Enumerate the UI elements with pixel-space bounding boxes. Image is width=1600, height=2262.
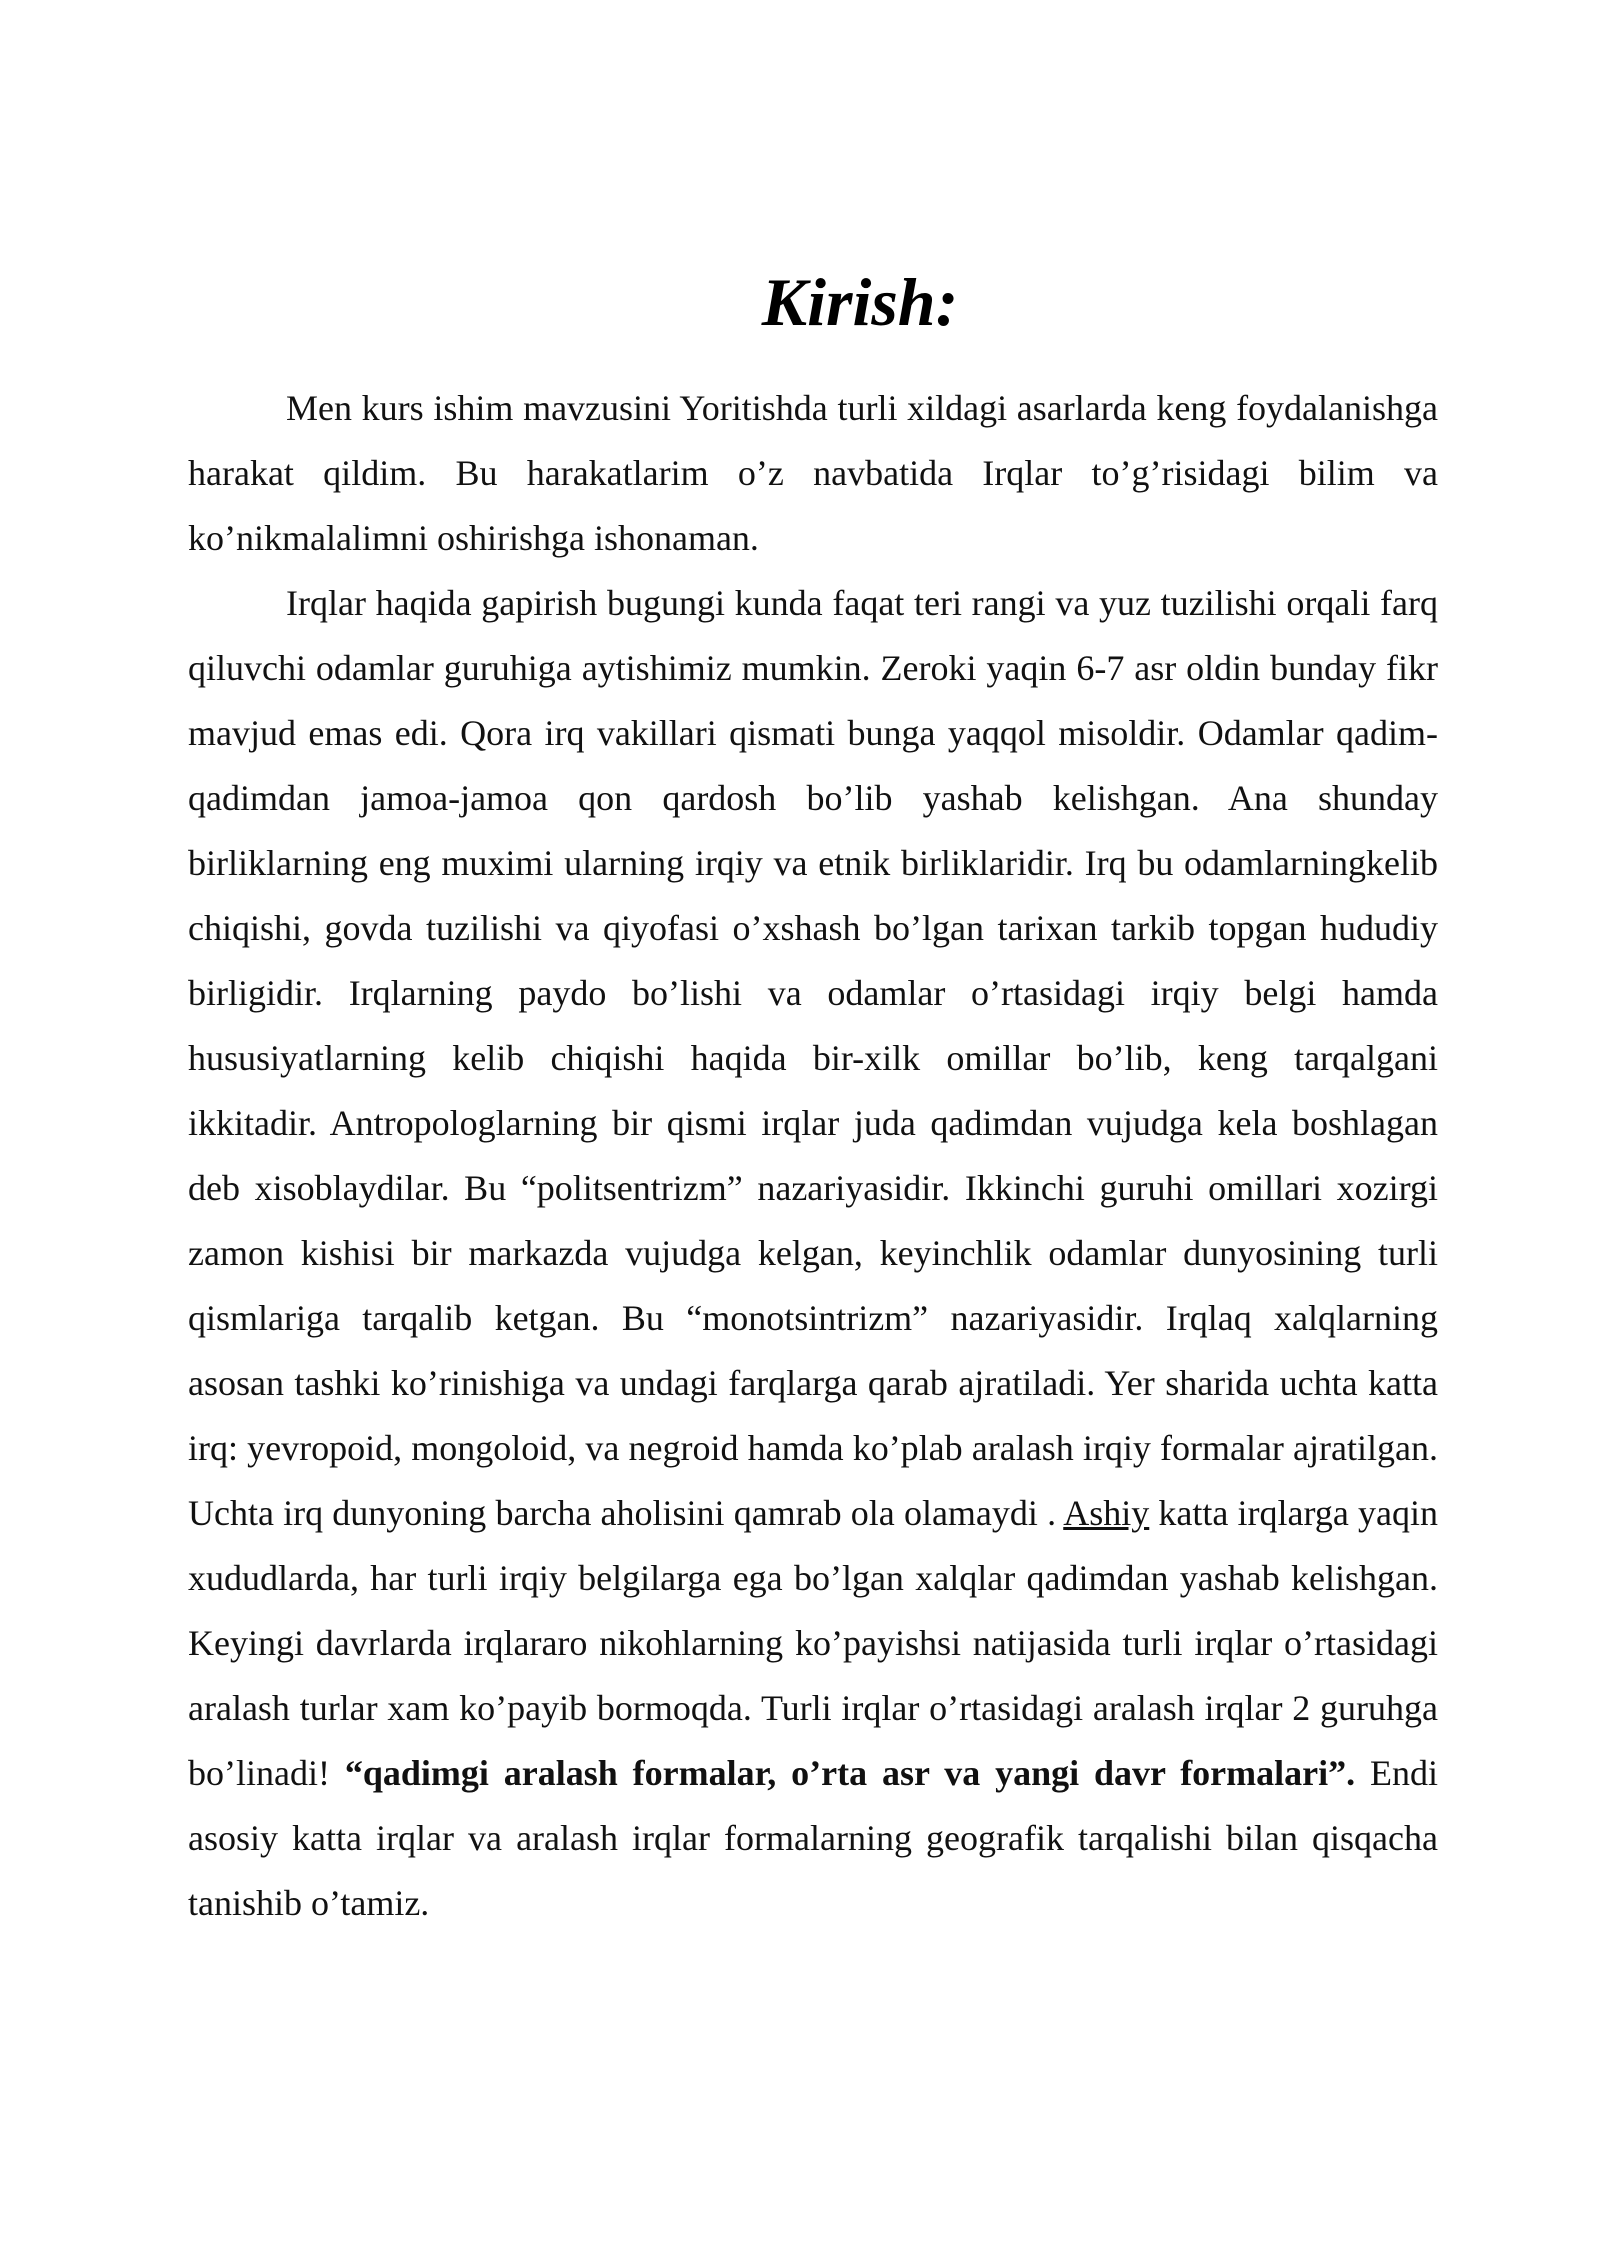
document-body [188, 376, 1438, 1936]
paragraph-2-text-2: katta irqlarga yaqin xududlarda, har turli irqiy belgilarga ega bo’lgan xalqlar qadimdan yashab kelishgan. Keyingi davrlarda irqlararo nikohlarning ko’payishsi natijasida turli irqlar o’rtasidagi aralash turlar xam ko’payib bormoqda. Turli irqlar o’rtasidagi aralash irqlar 2 guruhga bo’linadi! [188, 1493, 1438, 1793]
paragraph-2 [188, 571, 1438, 1936]
paragraph-2-text-3: Endi asosiy katta irqlar va aralash irqlar formalarning geografik tarqalishi bilan qisqacha tanishib o’tamiz. [188, 1753, 1438, 1923]
underlined-word: Ashiy [1063, 1493, 1150, 1533]
bold-quote: “qadimgi aralash formalar, o’rta asr va yangi davr formalari”. [344, 1753, 1356, 1793]
paragraph-2-text-1: Irqlar haqida gapirish bugungi kunda faqat teri rangi va yuz tuzilishi orqali farq qiluvchi odamlar guruhiga aytishimiz mumkin. Zeroki yaqin 6-7 asr oldin bunday fikr mavjud emas edi. Qora irq vakillari qismati bunga yaqqol misoldir. Odamlar qadim-qadimdan jamoa-jamoa qon qardosh bo’lib yashab kelishgan. Ana shunday birliklarning eng muximi ularning irqiy va etnik birliklaridir. Irq bu odamlarningkelib chiqishi, govda tuzilishi va qiyofasi o’xshash bo’lgan tarixan tarkib topgan hududiy birligidir. Irqlarning paydo bo’lishi va odamlar o’rtasidagi irqiy belgi hamda hususiyatlarning kelib chiqishi haqida bir-xilk omillar bo’lib, keng tarqalgani ikkitadir. Antropologlarning bir qismi irqlar juda qadimdan vujudga kela boshlagan deb xisoblaydilar. Bu “politsentrizm” nazariyasidir. Ikkinchi guruhi omillari xozirgi zamon kishisi bir markazda vujudga kelgan, keyinchlik odamlar dunyosining turli qismlariga tarqalib ketgan. Bu “monotsintrizm” nazariyasidir. Irqlaq xalqlarning asosan tashki ko’rinishiga va undagi farqlarga qarab ajratiladi. Yer sharida uchta katta irq: yevropoid, mongoloid, va negroid hamda ko’plab aralash irqiy formalar ajratilgan. Uchta irq dunyoning barcha aholisini qamrab ola olamaydi . [188, 583, 1438, 1533]
paragraph-1: Men kurs ishim mavzusini Yoritishda turli xildagi asarlarda keng foydalanishga harakat qildim. Bu harakatlarim o’z navbatida Irqlar to’g’risidagi bilim va ko’nikmalalimni oshirishga ishonaman. [188, 388, 1438, 558]
page-title: Kirish: [761, 264, 959, 340]
